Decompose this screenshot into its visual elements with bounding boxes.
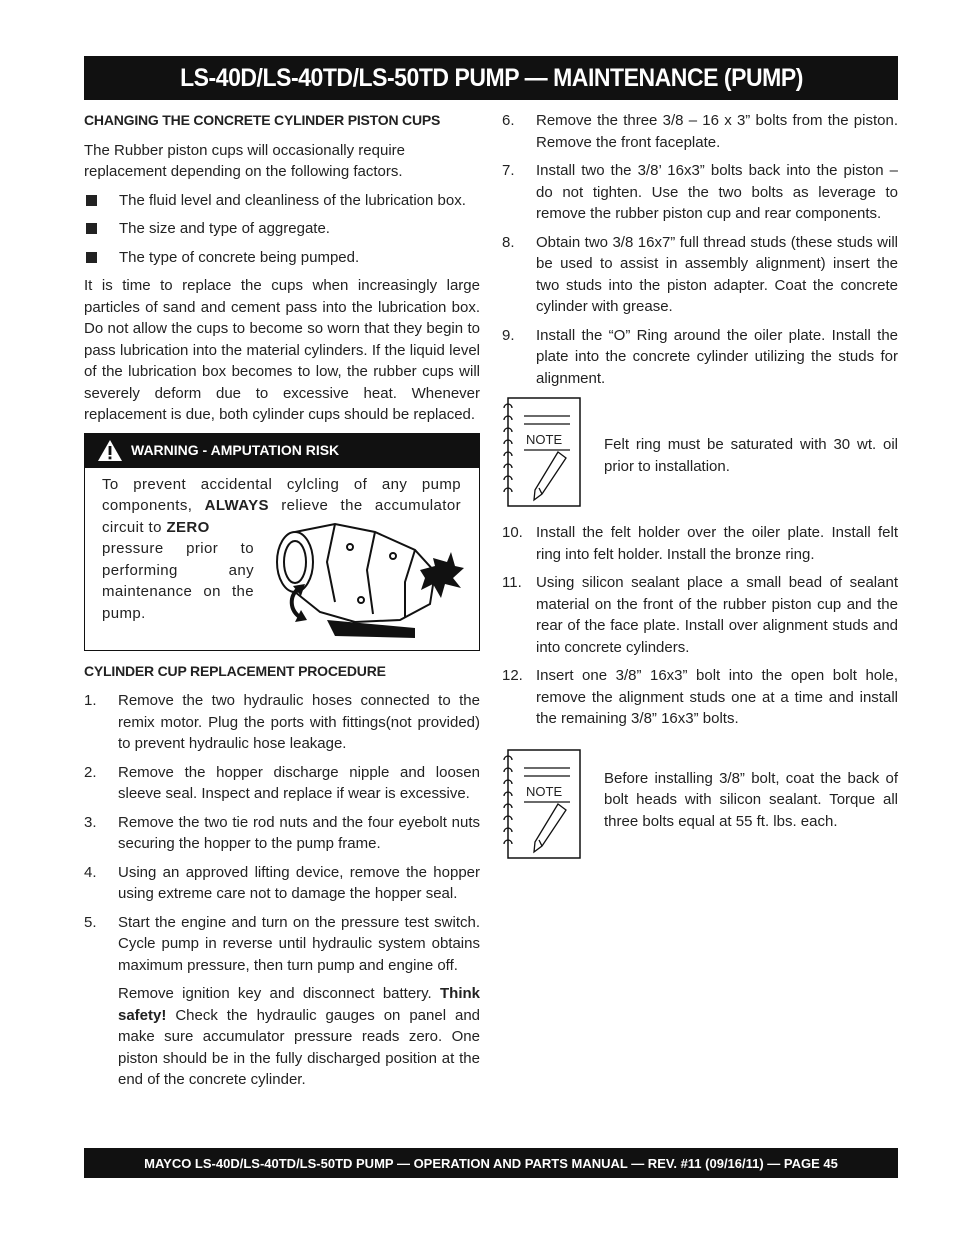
procedure-step-continuation: Remove ignition key and disconnect battery. Think safety! Check the hydraulic gauges on panel and make sure accumulator pressure reads zero. One piston should be in the fully discharged position at the end of the concrete cylinder. [118, 985, 481, 1088]
procedure-step: 1. Remove the two hydraulic hoses connected to the remix motor. Plug the ports with fittings(not provided) to prevent hydraulic hose leakage. [84, 692, 480, 752]
replacement-paragraph: It is time to replace the cups when increasingly large particles of sand and cement pass into the lubrication box. Do not allow the cups to become so worn that they begin to pass lubrication into the material cylinders. If the liquid level of the lubrication box becomes to low, the rubber cups will severely deform due to excessive heat. Whenever replacement is due, both cylinder cups should be replaced. [84, 277, 480, 423]
intro-paragraph: The Rubber piston cups will occasionally require replacement depending on the following factors. [84, 141, 405, 180]
section-heading-procedure: CYLINDER CUP REPLACEMENT PROCEDURE [84, 662, 386, 679]
procedure-step: 11. Using silicon sealant place a small bead of sealant material on the front of the rubber piston cup and the rear of the face plate. Install over alignment studs and into concrete cylinders. [502, 574, 898, 656]
bullet-item: The fluid level and cleanliness of the lubrication box. [84, 190, 480, 212]
warning-body: To prevent accidental cylcling of any pump components, ALWAYS relieve the accumulator circuit to ZERO pressure prior to performing any maintenance on the pump. [102, 475, 461, 622]
square-bullet-icon [86, 252, 97, 263]
square-bullet-icon [86, 195, 97, 206]
procedure-step: 4. Using an approved lifting device, remove the hopper using extreme care not to damage the hopper seal. [84, 863, 480, 902]
bullet-item: The type of concrete being pumped. [84, 247, 480, 269]
note-label: NOTE [526, 783, 563, 799]
note-callout [502, 396, 898, 508]
page-footer [84, 1148, 898, 1178]
notepad-icon [502, 748, 582, 860]
pump-hazard-illustration [265, 522, 465, 640]
footer-text: MAYCO LS-40D/LS-40TD/LS-50TD PUMP — OPERATION AND PARTS MANUAL — REV. #11 (09/16/11) — PAGE 45 [144, 1155, 838, 1171]
warning-triangle-icon [95, 439, 125, 462]
procedure-step: 2. Remove the hopper discharge nipple and loosen sleeve seal. Inspect and replace if wear is excessive. [84, 763, 480, 802]
procedure-step: 6. Remove the three 3/8 – 16 x 3” bolts from the piston. Remove the front faceplate. [502, 112, 898, 151]
procedure-step: 8. Obtain two 3/8 16x7” full thread studs (these studs will be used to assist in assembly alignment) insert the two studs into the piston adapter. Coat the concrete cylinder with grease. [502, 233, 898, 315]
note-text: Felt ring must be saturated with 30 wt. oil prior to installation. [604, 436, 898, 475]
notepad-icon [502, 396, 582, 508]
page-header-banner [84, 56, 898, 100]
warning-header [85, 434, 479, 468]
note-callout [502, 748, 898, 860]
warning-title: WARNING - AMPUTATION RISK [131, 441, 340, 458]
left-column [84, 110, 480, 1091]
procedure-step: 5. Start the engine and turn on the pressure test switch. Cycle pump in reverse until hydraulic system obtains maximum pressure, then turn pump and engine off. [84, 913, 480, 974]
section-heading-piston-cups: CHANGING THE CONCRETE CYLINDER PISTON CUPS [84, 112, 441, 128]
procedure-step: 9. Install the “O” Ring around the oiler plate. Install the plate into the concrete cylinder utilizing the studs for alignment. [502, 326, 898, 387]
square-bullet-icon [86, 223, 97, 234]
bullet-item: The size and type of aggregate. [84, 218, 480, 240]
procedure-step: 7. Install two the 3/8’ 16x3” bolts back into the piston – do not tighten. Use the two bolts as leverage to remove the rubber piston cup and rear components. [502, 162, 898, 222]
page-title: LS-40D/LS-40TD/LS-50TD PUMP — MAINTENANCE (PUMP) [179, 63, 803, 92]
note-text: Before installing 3/8” bolt, coat the back of bolt heads with silicon sealant. Torque all three bolts equal at 55 ft. lbs. each. [604, 769, 898, 830]
note-label: NOTE [526, 432, 563, 447]
procedure-step: 10. Install the felt holder over the oiler plate. Install felt ring into felt holder. Install the bronze ring. [502, 524, 898, 563]
warning-box [84, 433, 480, 651]
right-column [502, 110, 898, 874]
procedure-step: 3. Remove the two tie rod nuts and the four eyebolt nuts securing the hopper to the pump frame. [84, 813, 480, 852]
procedure-step: 12. Insert one 3/8” 16x3” bolt into the open bolt hole, remove the alignment studs one at a time and install the remaining 3/8” 16x3” bolts. [502, 667, 898, 727]
